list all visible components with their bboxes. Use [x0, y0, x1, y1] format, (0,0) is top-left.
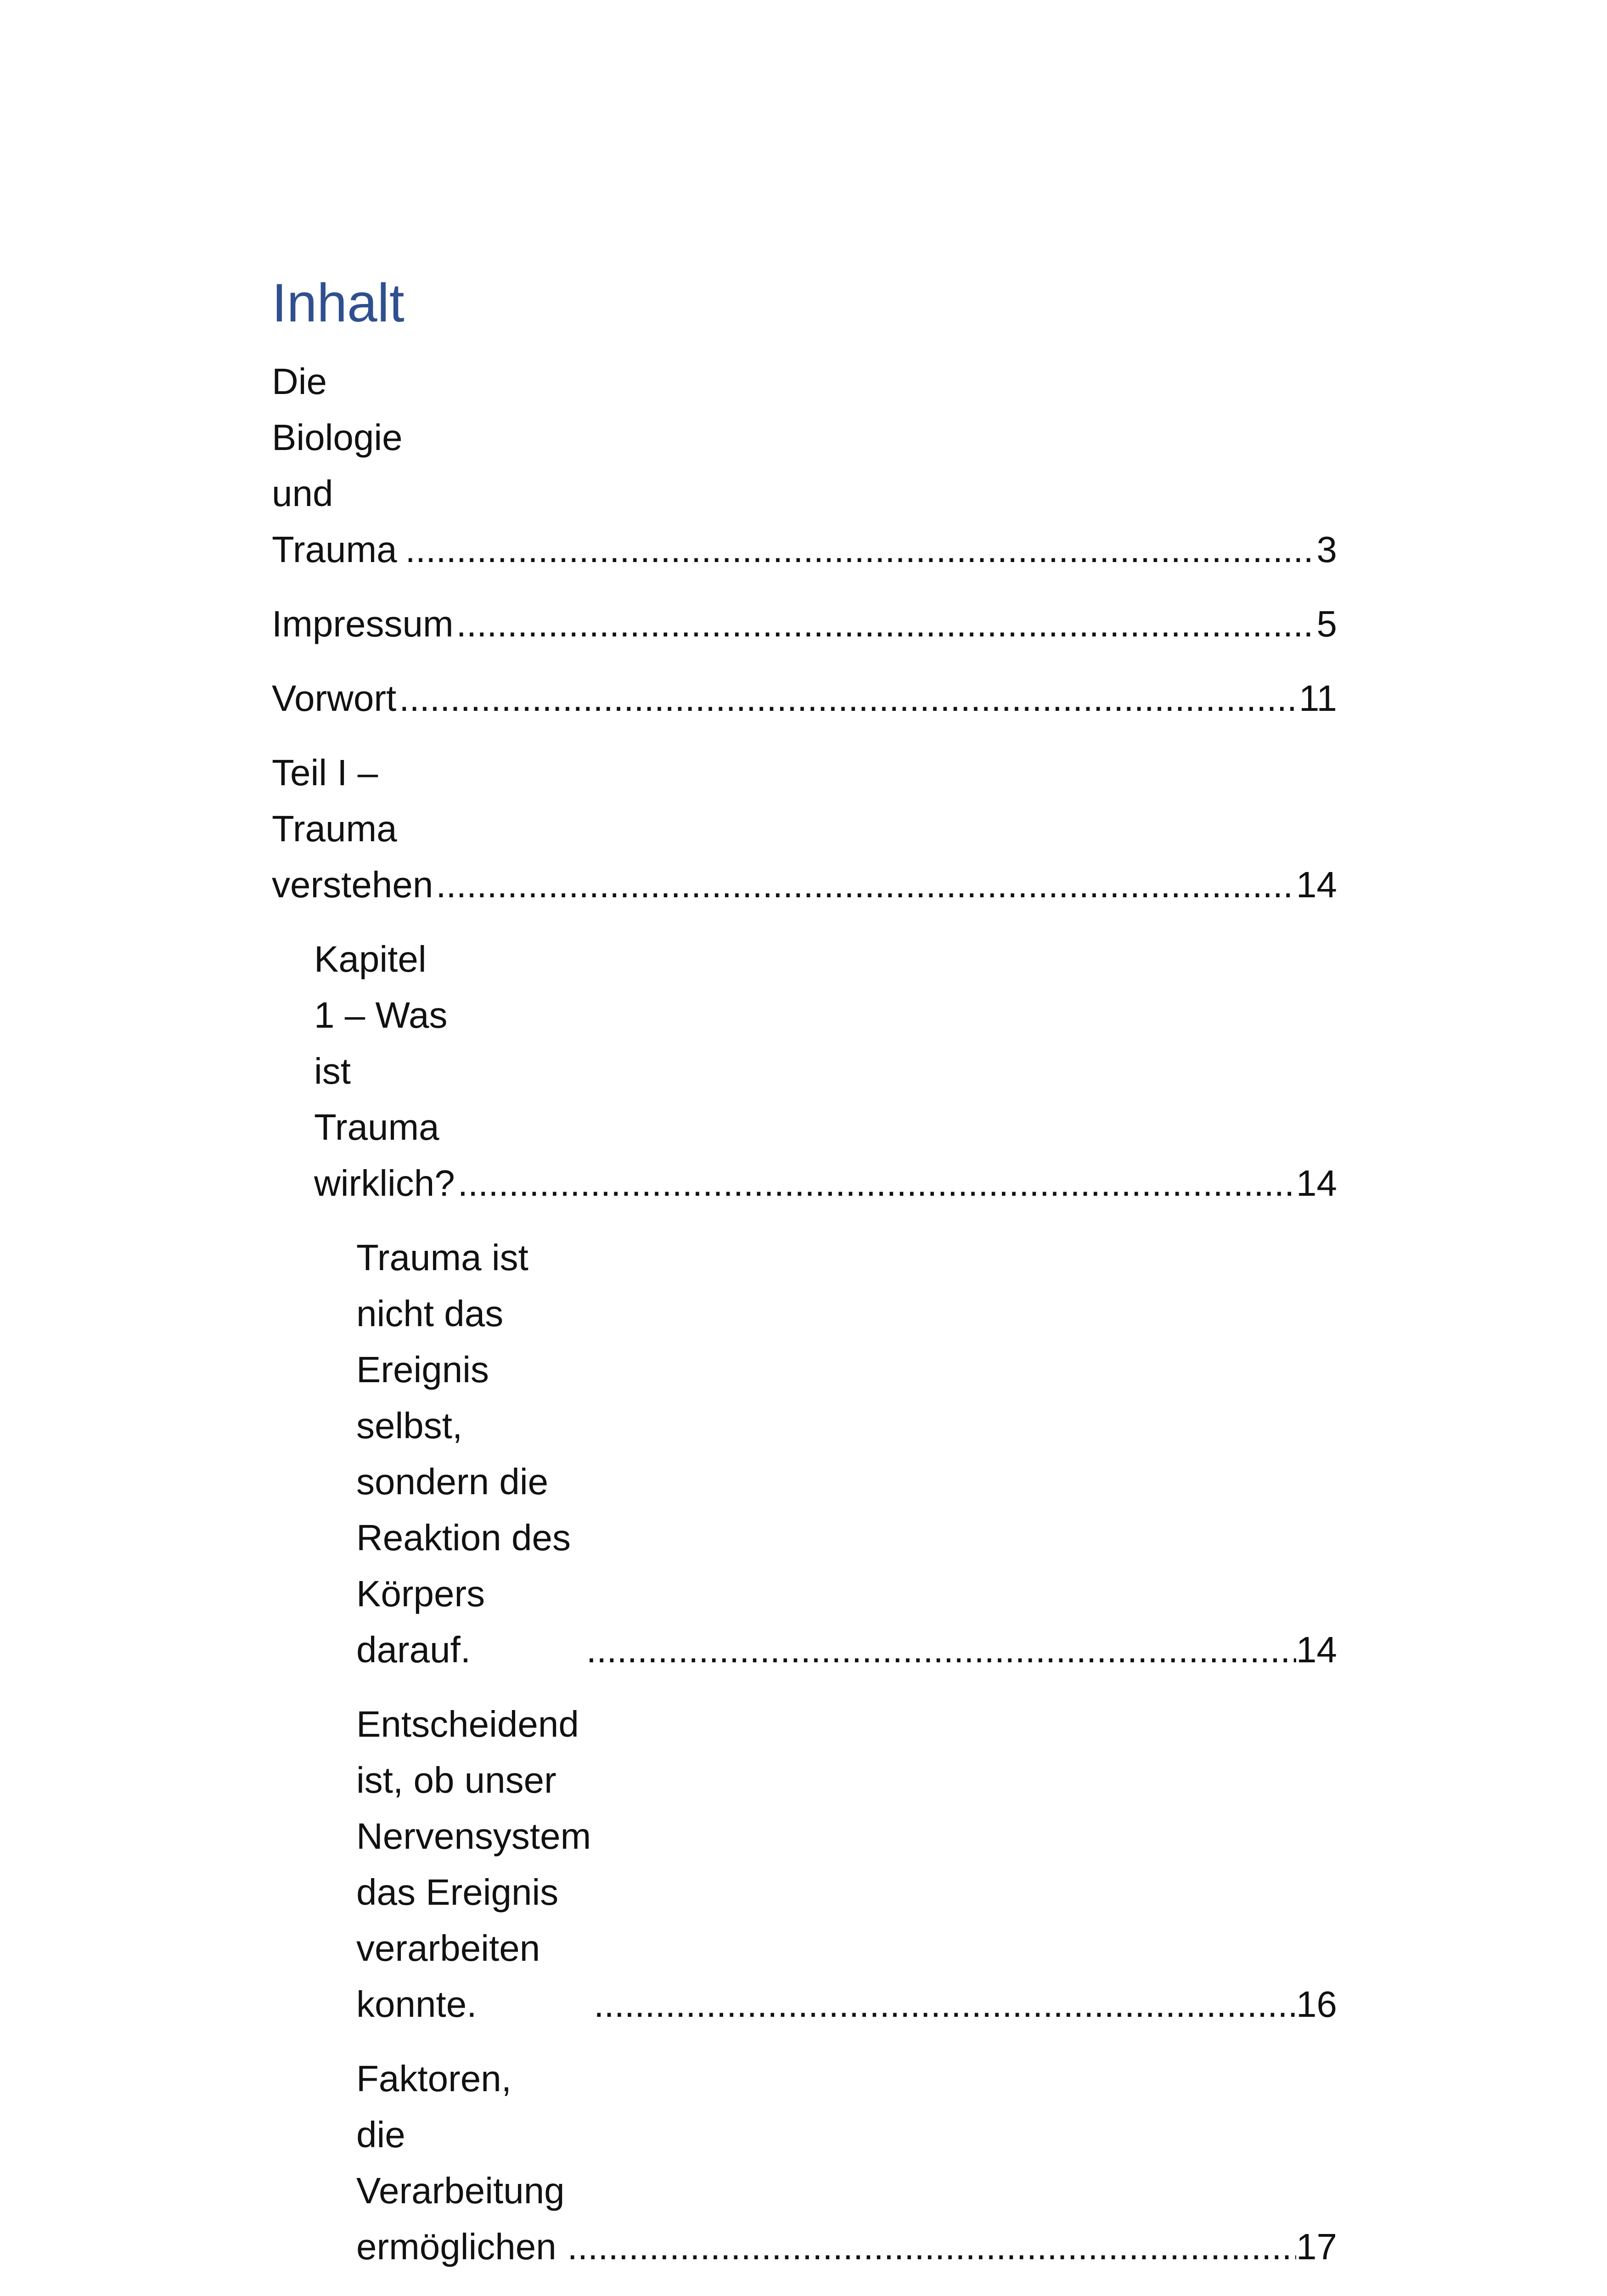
toc-page-number: 11 [1298, 678, 1337, 719]
dot-leader [584, 1622, 1296, 1678]
toc-title: Inhalt [272, 273, 405, 333]
toc-page-number: 5 [1316, 603, 1337, 644]
toc-page-number: 16 [1296, 1984, 1337, 2025]
toc-page-number: 14 [1296, 1629, 1337, 1670]
toc-entry-text: Trauma ist nicht das Ereignis selbst, sondern die Reaktion des Körpers darauf. [356, 1237, 571, 1670]
toc-page-number: 14 [1296, 864, 1337, 905]
toc-entry[interactable] [272, 1230, 1337, 1678]
toc-entry-text: Kapitel 1 – Was ist Trauma wirklich? [314, 939, 455, 1204]
toc-entry[interactable] [272, 596, 1337, 652]
toc-entry[interactable] [272, 931, 1337, 1211]
toc-entry-text: Faktoren, die Verarbeitung ermöglichen [356, 2058, 565, 2267]
dot-leader [433, 857, 1296, 913]
toc-entry[interactable] [272, 354, 1337, 578]
toc-page-number: 17 [1296, 2226, 1337, 2267]
dot-leader [396, 670, 1299, 726]
toc-entry[interactable] [272, 670, 1337, 726]
toc-entry[interactable] [272, 745, 1337, 913]
dot-leader [455, 1155, 1296, 1211]
dot-leader [403, 522, 1317, 578]
toc-entry-text: Teil I – Trauma verstehen [272, 752, 433, 905]
dot-leader [591, 1976, 1296, 2032]
toc-page-number: 3 [1316, 529, 1337, 570]
toc-entry-text: Die Biologie und Trauma [272, 361, 403, 570]
dot-leader [565, 2219, 1296, 2275]
toc-page-number: 14 [1296, 1163, 1337, 1204]
table-of-contents [272, 354, 1337, 2296]
dot-leader [454, 596, 1317, 652]
toc-entry[interactable] [272, 2051, 1337, 2275]
toc-entry[interactable] [272, 2293, 1337, 2296]
toc-entry-text: Impressum [272, 603, 454, 644]
toc-entry-wrap [356, 2293, 1337, 2296]
toc-entry-text: Vorwort [272, 678, 397, 719]
toc-entry-text: Entscheidend ist, ob unser Nervensystem das Ereignis verarbeiten konnte. [356, 1704, 591, 2025]
toc-entry[interactable] [272, 1696, 1337, 2032]
